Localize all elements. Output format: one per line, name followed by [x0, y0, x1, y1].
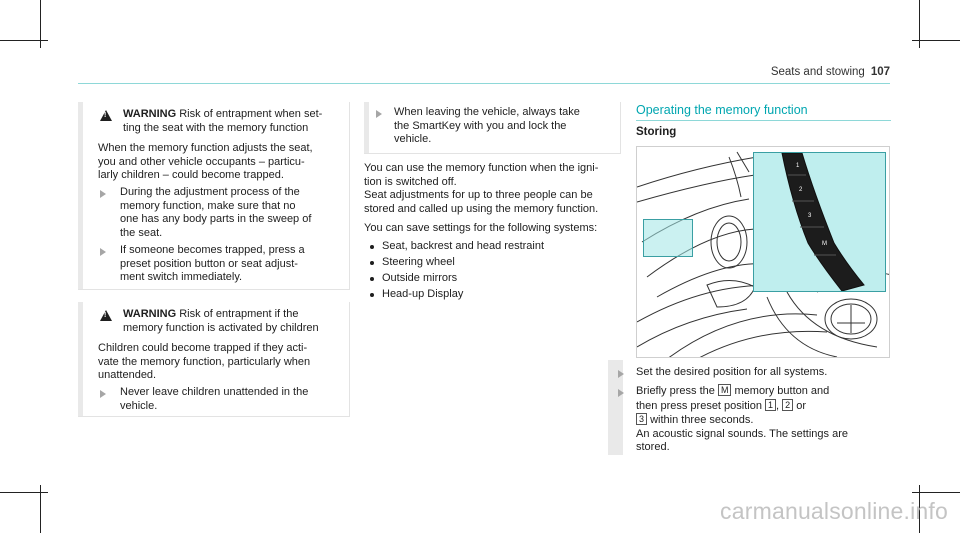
- smartkey-step: When leaving the vehicle, always take the SmartKey with you and lock the vehicle.: [394, 106, 580, 145]
- list-item: Head-up Display: [382, 288, 463, 302]
- warning-box-seat: [78, 102, 350, 290]
- warning-title: [123, 308, 345, 335]
- bullet-dot: [370, 277, 374, 281]
- header-rule: [78, 83, 890, 84]
- memory-button-2-label: 2: [799, 187, 803, 193]
- warning-step: During the adjustment process of the memory function, make sure that no one has any body parts in the sweep of the seat.: [120, 186, 312, 239]
- step-arrow-icon: [618, 370, 624, 378]
- crop-mark: [40, 485, 41, 533]
- bullet-dot: [370, 293, 374, 297]
- warning-bar: [78, 102, 83, 289]
- crop-mark: [40, 0, 41, 48]
- warning-title-cont: memory function is activated by children: [123, 321, 319, 334]
- bullet-dot: [370, 245, 374, 249]
- warning-label: WARNING: [123, 308, 177, 320]
- memory-button-m-label: M: [822, 241, 827, 247]
- preset-3-key-icon: 3: [636, 413, 647, 425]
- storing-step-2: Briefly press the M memory button and then press preset position 1 , 2 or 3 within three seconds. An acoustic signal sounds. The settings are stored.: [636, 385, 848, 453]
- warning-title-cont: ting the seat with the memory function: [123, 121, 309, 134]
- subsection-title: Storing: [636, 126, 677, 138]
- step-arrow-icon: [618, 389, 624, 397]
- smartkey-step-box: [364, 102, 621, 154]
- memory-button-1-label: 1: [796, 163, 800, 169]
- memory-key-icon: M: [718, 384, 732, 396]
- step-arrow-icon: [376, 110, 382, 118]
- warning-step: If someone becomes trapped, press a preset position button or seat adjust- ment switch immediately.: [120, 244, 305, 283]
- list-item: Seat, backrest and head restraint: [382, 240, 544, 254]
- systems-intro: You can save settings for the following systems:: [364, 222, 598, 234]
- memory-intro: You can use the memory function when the igni- tion is switched off. Seat adjustments for up to three people can be stored and called up using the memory function.: [364, 162, 599, 215]
- memory-button-panel: [754, 153, 885, 291]
- storing-step-1: Set the desired position for all systems.: [636, 366, 828, 378]
- warning-label: WARNING: [123, 108, 177, 120]
- preset-2-key-icon: 2: [782, 399, 793, 411]
- list-item: Outside mirrors: [382, 272, 457, 286]
- step-arrow-icon: [100, 190, 106, 198]
- warning-title-text: Risk of entrapment if the: [179, 308, 299, 320]
- section-rule: [636, 120, 891, 121]
- warning-body: Children could become trapped if they acti- vate the memory function, particularly when unattended.: [98, 342, 311, 381]
- warning-bar: [78, 302, 83, 416]
- watermark: carmanualsonline.info: [720, 498, 948, 524]
- warning-title: [123, 108, 345, 135]
- page-number: 107: [870, 66, 890, 78]
- step-arrow-icon: [100, 248, 106, 256]
- warning-icon: [100, 310, 112, 321]
- bullet-dot: [370, 261, 374, 265]
- step-arrow-icon: [100, 390, 106, 398]
- list-item: Steering wheel: [382, 256, 455, 270]
- warning-step: Never leave children unattended in the vehicle.: [120, 386, 309, 412]
- warning-icon: [100, 110, 112, 121]
- section-name: Seats and stowing: [770, 66, 865, 78]
- section-title: Operating the memory function: [636, 103, 808, 117]
- warning-box-children: [78, 302, 350, 417]
- memory-buttons-callout: [753, 152, 886, 292]
- warning-title-text: Risk of entrapment when set-: [179, 108, 323, 120]
- warning-body: When the memory function adjusts the seat, you and other vehicle occupants – particu- larly children – could become trapped.: [98, 142, 313, 181]
- memory-buttons-highlight: [643, 219, 693, 257]
- door-panel-illustration: [636, 146, 890, 358]
- running-head: [771, 66, 890, 78]
- memory-button-3-label: 3: [808, 213, 812, 219]
- step-bar: [364, 102, 369, 153]
- preset-1-key-icon: 1: [765, 399, 776, 411]
- crop-mark: [919, 0, 920, 48]
